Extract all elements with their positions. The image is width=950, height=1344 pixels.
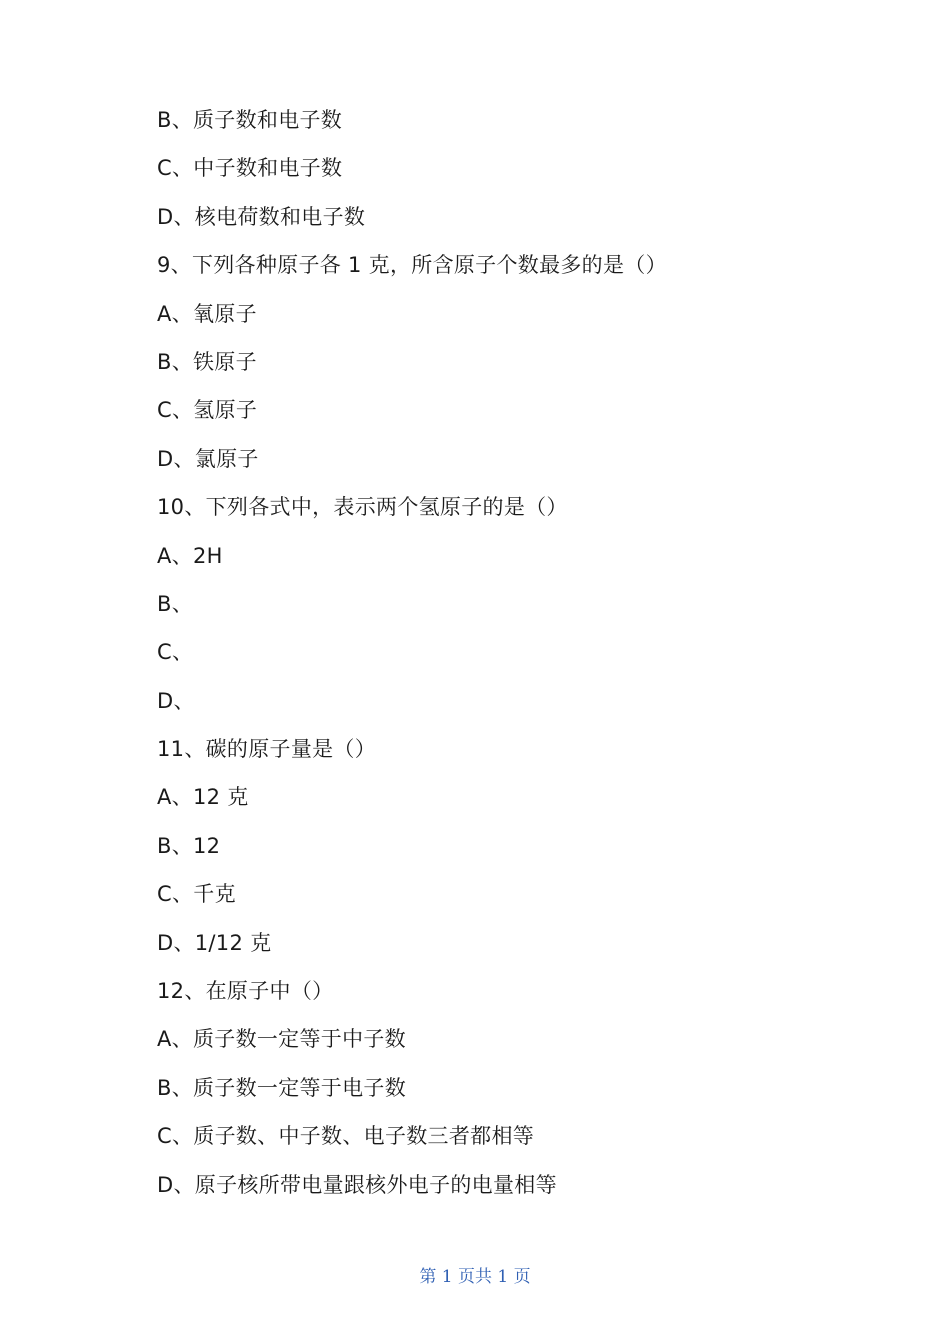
text-line-b-option: B、质子数和电子数 — [157, 108, 343, 132]
question-9: 9、下列各种原子各 1 克，所含原子个数最多的是（） — [157, 253, 667, 278]
question-11-option-d: D、1/12 克 — [157, 930, 272, 955]
question-11-option-b: B、12 — [157, 833, 221, 858]
question-10-option-a: A、2H — [157, 543, 223, 568]
question-12-option-b: B、质子数一定等于电子数 — [157, 1075, 407, 1100]
question-12-option-d: D、原子核所带电量跟核外电子的电量相等 — [157, 1172, 557, 1197]
question-10-option-b: B、 — [157, 591, 194, 616]
question-list — [157, 100, 857, 1213]
page-footer: 第 1 页共 1 页 — [419, 1267, 531, 1287]
question-9-option-d: D、氯原子 — [157, 446, 259, 471]
question-11: 11、碳的原子量是（） — [157, 737, 377, 762]
question-9-option-a: A、氧原子 — [157, 301, 257, 326]
question-9-option-b: B、铁原子 — [157, 349, 257, 374]
question-12-option-c: C、质子数、中子数、电子数三者都相等 — [157, 1124, 535, 1149]
question-10-option-c: C、 — [157, 640, 194, 665]
question-12: 12、在原子中（） — [157, 979, 334, 1004]
text-line-c-option: C、中子数和电子数 — [157, 156, 343, 181]
question-11-option-c: C、千克 — [157, 882, 236, 907]
question-10: 10、下列各式中，表示两个氢原子的是（） — [157, 495, 568, 520]
question-10-option-d: D、 — [157, 688, 195, 713]
question-12-option-a: A、质子数一定等于中子数 — [157, 1027, 406, 1052]
text-line-d-option: D、核电荷数和电子数 — [157, 204, 366, 229]
question-9-option-c: C、氢原子 — [157, 398, 258, 423]
question-11-option-a: A、12 克 — [157, 785, 249, 810]
